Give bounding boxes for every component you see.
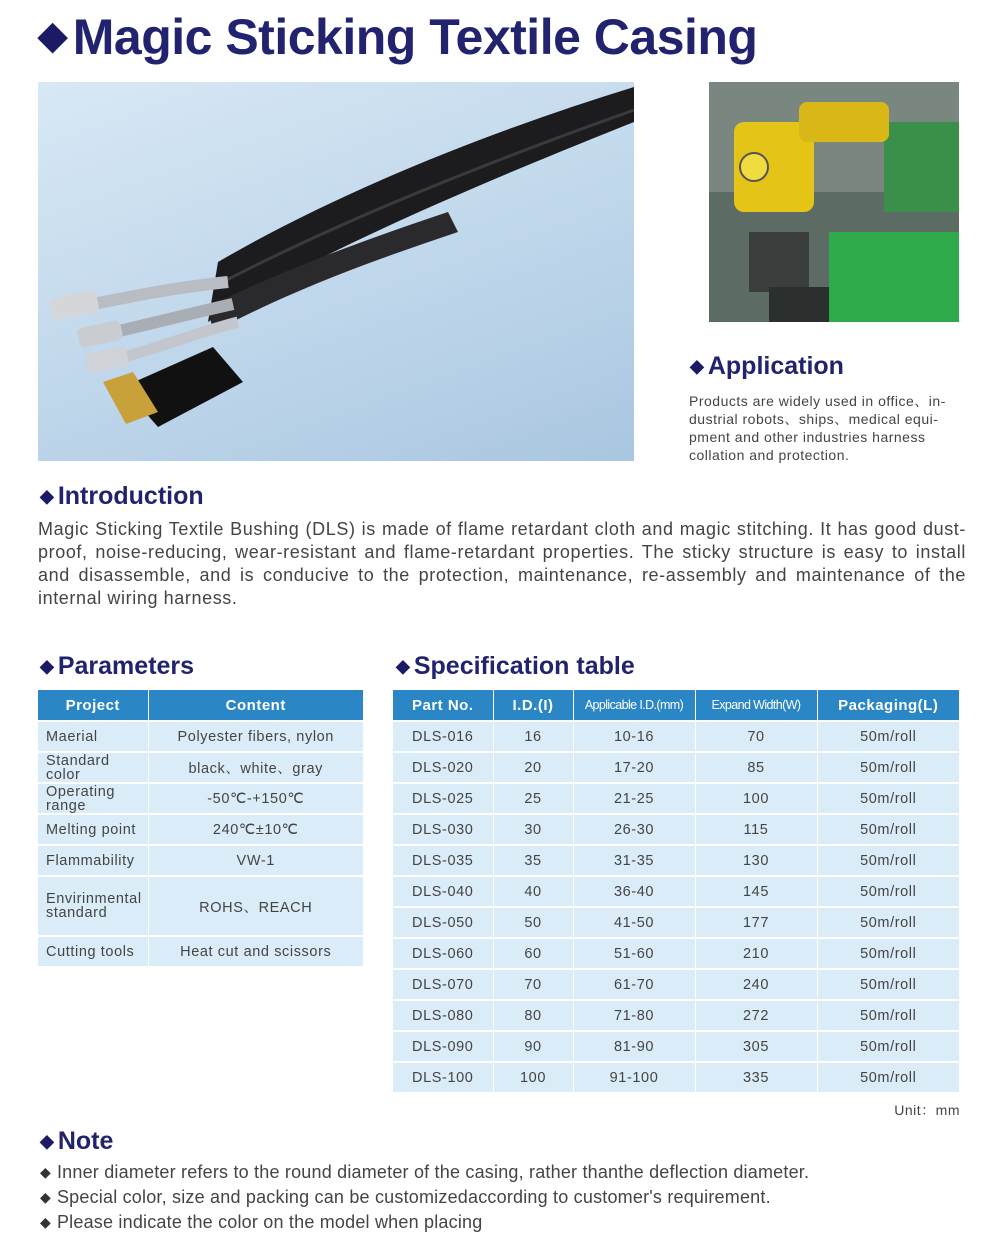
packaging-cell: 50m/roll: [817, 1031, 959, 1062]
applicable-id-cell: 51-60: [573, 938, 695, 969]
parameter-label: Envirinmental standard: [38, 876, 148, 936]
packaging-cell: 50m/roll: [817, 1062, 959, 1092]
list-item: [40, 1210, 809, 1235]
specification-table: [393, 690, 959, 1092]
parameters-col-project: Project: [38, 690, 148, 721]
introduction-heading-text: Introduction: [57, 482, 204, 510]
packaging-cell: 50m/roll: [817, 814, 959, 845]
packaging-cell: 50m/roll: [817, 969, 959, 1000]
specification-heading-text: Specification table: [413, 652, 635, 680]
packaging-cell: 50m/roll: [817, 1000, 959, 1031]
packaging-cell: 50m/roll: [817, 907, 959, 938]
page-title: [38, 8, 757, 66]
expand-width-cell: 115: [695, 814, 817, 845]
applicable-id-cell: 71-80: [573, 1000, 695, 1031]
specification-heading: [396, 652, 635, 681]
table-row: [393, 938, 959, 969]
part-no-cell: DLS-060: [393, 938, 493, 969]
diamond-bullet-icon: ◆: [690, 356, 704, 376]
diamond-bullet-icon: ◆: [38, 15, 67, 57]
part-no-cell: DLS-090: [393, 1031, 493, 1062]
id-cell: 70: [493, 969, 573, 1000]
robot-photo: [709, 82, 959, 322]
table-row: [38, 814, 363, 845]
parameter-label: Cutting tools: [38, 936, 148, 966]
parameters-table: [38, 690, 363, 966]
applicable-id-cell: 36-40: [573, 876, 695, 907]
spec-col-packaging: Packaging(L): [817, 690, 959, 721]
packaging-cell: 50m/roll: [817, 938, 959, 969]
parameter-value: -50℃-+150℃: [148, 783, 363, 814]
applicable-id-cell: 91-100: [573, 1062, 695, 1092]
id-cell: 25: [493, 783, 573, 814]
expand-width-cell: 272: [695, 1000, 817, 1031]
packaging-cell: 50m/roll: [817, 721, 959, 752]
applicable-id-cell: 61-70: [573, 969, 695, 1000]
table-row: [38, 845, 363, 876]
expand-width-cell: 335: [695, 1062, 817, 1092]
expand-width-cell: 130: [695, 845, 817, 876]
table-row: [38, 721, 363, 752]
product-illustration: [38, 82, 634, 461]
parameter-label: Flammability: [38, 845, 148, 876]
applicable-id-cell: 31-35: [573, 845, 695, 876]
id-cell: 35: [493, 845, 573, 876]
note-list: [40, 1160, 809, 1235]
application-text: Products are widely used in office、in-dustrial robots、ships、medical equi-pment and other industries harness collation and protection.: [689, 393, 946, 463]
table-row: [393, 969, 959, 1000]
introduction-heading: [40, 482, 204, 511]
parameter-value: 240℃±10℃: [148, 814, 363, 845]
spec-col-id: I.D.(I): [493, 690, 573, 721]
specification-body: [393, 721, 959, 1092]
introduction-text: Magic Sticking Textile Bushing (DLS) is made of flame retardant cloth and magic stitching. It has good dust-proof, noise-reducing, wear-resistant and flame-retardant properties. The sticky structure is easy to install and disassemble, and is conducive to the protection, maintenance, re-assembly and maintenance of the internal wiring harness.: [38, 519, 966, 608]
diamond-bullet-icon: ◆: [396, 656, 410, 676]
spec-col-expand-width: Expand Width(W): [695, 690, 817, 721]
id-cell: 80: [493, 1000, 573, 1031]
diamond-bullet-icon: ◆: [40, 1214, 51, 1230]
note-heading-text: Note: [57, 1127, 114, 1155]
diamond-bullet-icon: ◆: [40, 1131, 54, 1151]
diamond-bullet-icon: ◆: [40, 656, 54, 676]
expand-width-cell: 177: [695, 907, 817, 938]
parameter-value: Heat cut and scissors: [148, 936, 363, 966]
applicable-id-cell: 41-50: [573, 907, 695, 938]
id-cell: 50: [493, 907, 573, 938]
note-text: Inner diameter refers to the round diameter of the casing, rather thanthe deflection diameter.: [56, 1162, 810, 1182]
part-no-cell: DLS-100: [393, 1062, 493, 1092]
part-no-cell: DLS-050: [393, 907, 493, 938]
packaging-cell: 50m/roll: [817, 845, 959, 876]
table-row: [393, 1031, 959, 1062]
part-no-cell: DLS-080: [393, 1000, 493, 1031]
parameter-label: Melting point: [38, 814, 148, 845]
parameter-value: black、white、gray: [148, 752, 363, 783]
note-heading: [40, 1127, 113, 1156]
specification-header-row: [393, 690, 959, 721]
part-no-cell: DLS-040: [393, 876, 493, 907]
expand-width-cell: 85: [695, 752, 817, 783]
table-row: [393, 752, 959, 783]
applicable-id-cell: 10-16: [573, 721, 695, 752]
diamond-bullet-icon: ◆: [40, 1189, 51, 1205]
applicable-id-cell: 17-20: [573, 752, 695, 783]
expand-width-cell: 305: [695, 1031, 817, 1062]
id-cell: 90: [493, 1031, 573, 1062]
part-no-cell: DLS-035: [393, 845, 493, 876]
spec-col-applicable-id: Applicable I.D.(mm): [573, 690, 695, 721]
packaging-cell: 50m/roll: [817, 752, 959, 783]
list-item: [40, 1160, 809, 1185]
part-no-cell: DLS-025: [393, 783, 493, 814]
table-row: [38, 936, 363, 966]
parameter-label: Maerial: [38, 721, 148, 752]
parameter-value: VW-1: [148, 845, 363, 876]
parameters-heading-text: Parameters: [57, 652, 195, 680]
product-photo: [38, 82, 634, 461]
id-cell: 20: [493, 752, 573, 783]
spec-col-part-no: Part No.: [393, 690, 493, 721]
id-cell: 100: [493, 1062, 573, 1092]
applicable-id-cell: 26-30: [573, 814, 695, 845]
part-no-cell: DLS-016: [393, 721, 493, 752]
diamond-bullet-icon: ◆: [40, 1164, 51, 1180]
table-row: [38, 876, 363, 936]
part-no-cell: DLS-030: [393, 814, 493, 845]
packaging-cell: 50m/roll: [817, 876, 959, 907]
application-heading-text: Application: [707, 352, 844, 380]
table-row: [38, 783, 363, 814]
parameters-col-content: Content: [148, 690, 363, 721]
table-row: [393, 783, 959, 814]
page-title-text: Magic Sticking Textile Casing: [72, 9, 758, 65]
expand-width-cell: 100: [695, 783, 817, 814]
id-cell: 60: [493, 938, 573, 969]
parameter-label: Operating range: [38, 783, 148, 814]
parameter-label: Standard color: [38, 752, 148, 783]
id-cell: 30: [493, 814, 573, 845]
note-text: Please indicate the color on the model when placing: [56, 1212, 483, 1232]
packaging-cell: 50m/roll: [817, 783, 959, 814]
note-text: Special color, size and packing can be customizedaccording to customer's requirement.: [56, 1187, 771, 1207]
table-row: [393, 721, 959, 752]
table-row: [393, 814, 959, 845]
expand-width-cell: 145: [695, 876, 817, 907]
table-row: [393, 907, 959, 938]
robot-illustration: [709, 82, 959, 322]
table-row: [393, 1000, 959, 1031]
table-row: [38, 752, 363, 783]
parameter-value: Polyester fibers, nylon: [148, 721, 363, 752]
expand-width-cell: 240: [695, 969, 817, 1000]
diamond-bullet-icon: ◆: [40, 486, 54, 506]
part-no-cell: DLS-020: [393, 752, 493, 783]
id-cell: 40: [493, 876, 573, 907]
part-no-cell: DLS-070: [393, 969, 493, 1000]
expand-width-cell: 210: [695, 938, 817, 969]
list-item: [40, 1185, 809, 1210]
table-row: [393, 845, 959, 876]
applicable-id-cell: 81-90: [573, 1031, 695, 1062]
parameter-value: ROHS、REACH: [148, 876, 363, 936]
applicable-id-cell: 21-25: [573, 783, 695, 814]
table-row: [393, 876, 959, 907]
unit-note: Unit：mm: [894, 1102, 960, 1118]
id-cell: 16: [493, 721, 573, 752]
table-row: [393, 1062, 959, 1092]
parameters-heading: [40, 652, 194, 681]
parameters-header-row: [38, 690, 363, 721]
expand-width-cell: 70: [695, 721, 817, 752]
application-heading: [690, 352, 844, 381]
